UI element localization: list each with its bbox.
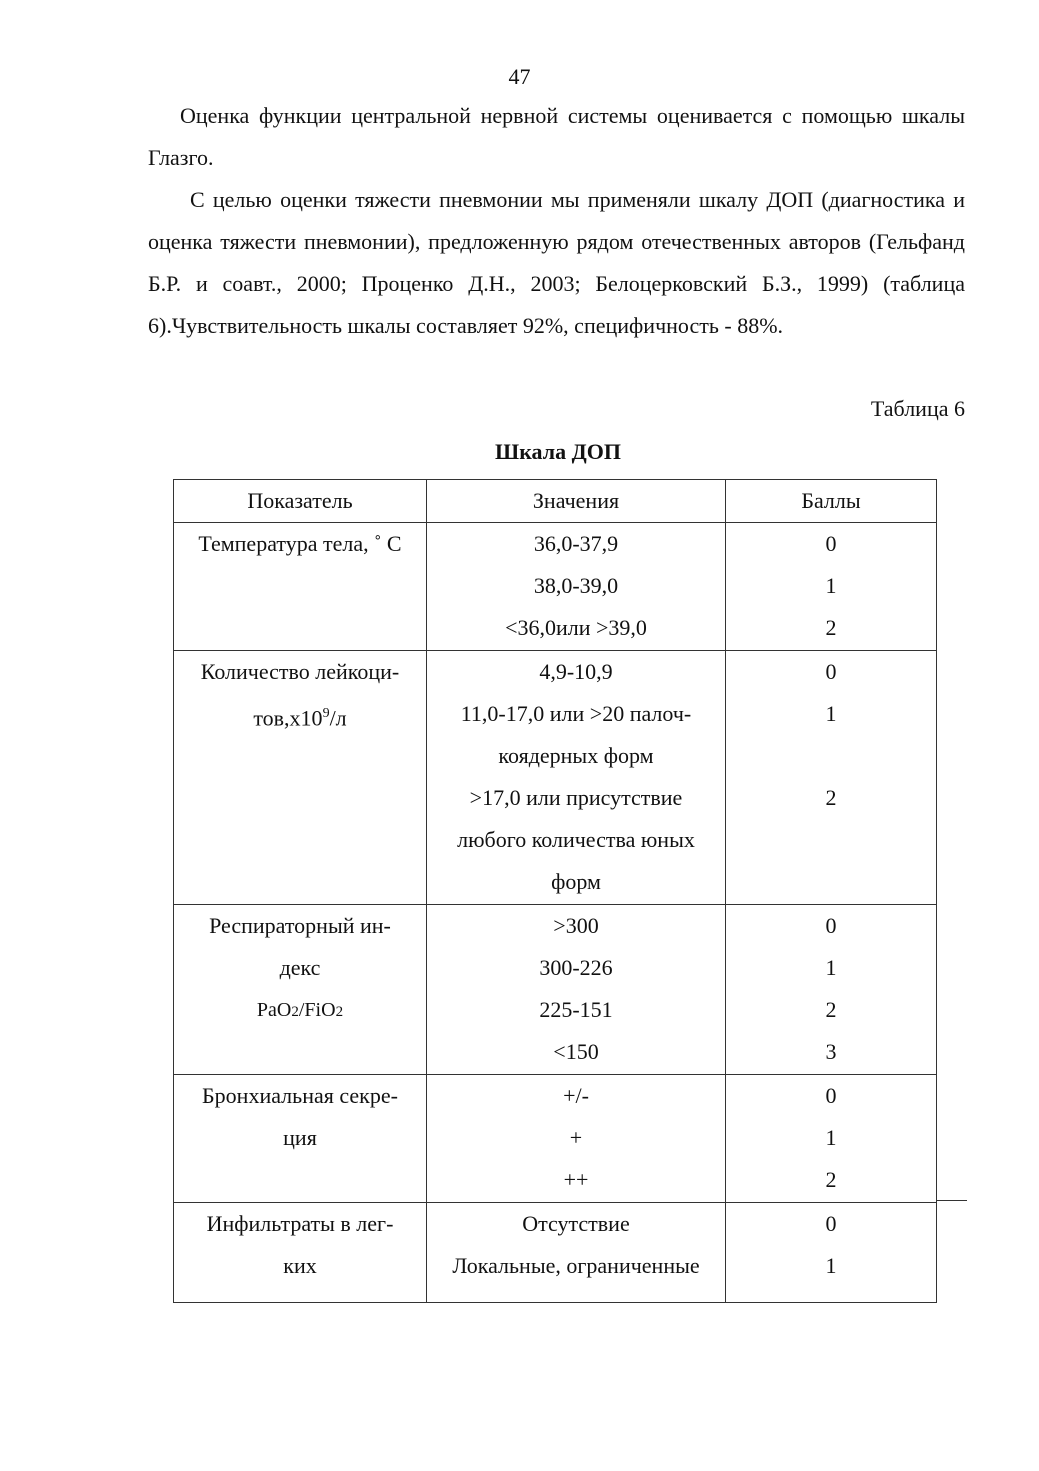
score-line: 1 <box>825 1125 837 1150</box>
paragraph-text: Оценка функции центральной нервной системы оценивается с помощью шкалы Глазго. <box>148 103 965 170</box>
value-line: +/- <box>563 1083 589 1108</box>
indicator-line: ких <box>283 1253 317 1278</box>
header-scores: Баллы <box>726 480 937 523</box>
indicator-cell <box>174 651 427 905</box>
score-line: 2 <box>825 785 837 810</box>
subscript: 2 <box>291 1004 299 1020</box>
table-row <box>174 1075 937 1203</box>
value-line: <150 <box>553 1039 599 1064</box>
value-line: ++ <box>563 1167 589 1192</box>
value-line: + <box>569 1125 583 1150</box>
indicator-line: декс <box>279 955 321 980</box>
indicator-text: /л <box>329 705 347 731</box>
score-line: 1 <box>825 573 837 598</box>
indicator-cell <box>174 1203 427 1303</box>
indicator-text: /FiO <box>298 999 336 1021</box>
score-line: 2 <box>825 997 837 1022</box>
indicator-text: PaO <box>256 999 292 1021</box>
value-line: 300-226 <box>539 955 613 980</box>
table-row <box>174 1203 937 1303</box>
value-line: форм <box>551 869 601 894</box>
table-border-stub <box>937 1200 967 1201</box>
score-line: 1 <box>825 1253 837 1278</box>
paragraph-dop-scale <box>148 179 965 347</box>
value-line: <36,0или >39,0 <box>505 615 647 640</box>
table-row <box>174 523 937 651</box>
table-row <box>174 905 937 1075</box>
score-line: 0 <box>825 531 837 556</box>
table-label: Таблица 6 <box>870 396 965 421</box>
value-line: Локальные, ограниченные <box>452 1253 700 1278</box>
values-cell <box>427 523 726 651</box>
indicator-cell <box>174 1075 427 1203</box>
scores-cell <box>726 1075 937 1203</box>
header-values: Значения <box>427 480 726 523</box>
scores-cell <box>726 1203 937 1303</box>
indicator-line: Температура тела, ˚ С <box>198 531 402 556</box>
indicator-line <box>180 693 420 739</box>
score-line: 0 <box>825 659 837 684</box>
value-line: коядерных форм <box>498 743 654 768</box>
indicator-line: Количество лейкоци- <box>200 659 400 684</box>
values-cell <box>427 905 726 1075</box>
score-line: 0 <box>825 1211 837 1236</box>
page-number: 47 <box>508 64 531 89</box>
subscript: 2 <box>335 1004 344 1020</box>
score-line: 2 <box>825 615 837 640</box>
paragraph-glasgow <box>148 95 965 179</box>
score-line: 3 <box>825 1039 837 1064</box>
value-line: 36,0-37,9 <box>533 531 619 556</box>
superscript: 9 <box>322 706 330 721</box>
value-line: 38,0-39,0 <box>533 573 619 598</box>
value-line: любого количества юных <box>457 827 695 852</box>
value-line: 225-151 <box>539 997 613 1022</box>
indicator-cell <box>174 523 427 651</box>
score-line: 1 <box>825 955 837 980</box>
table-title: Шкала ДОП <box>495 439 621 464</box>
scores-cell <box>726 905 937 1075</box>
indicator-line: Респираторный ин- <box>209 913 391 938</box>
indicator-line <box>180 989 420 1033</box>
values-cell <box>427 1075 726 1203</box>
indicator-line: ция <box>283 1125 317 1150</box>
score-line: 0 <box>825 1083 837 1108</box>
paragraph-text: С целью оценки тяжести пневмонии мы применяли шкалу ДОП (диагностика и оценка тяжести пневмонии), предложенную рядом отечественных авторов (Гельфанд Б.Р. и соавт., 2000; Проценко Д.Н., 2003; Белоцерковский Б.З., 1999) (таблица 6).Чувствительность шкалы составляет 92%, специфичность - 88%. <box>148 187 965 338</box>
dop-scale-table <box>173 479 937 1303</box>
scores-cell <box>726 651 937 905</box>
values-cell <box>427 651 726 905</box>
value-line: 11,0-17,0 или >20 палоч- <box>460 701 692 726</box>
value-line: 4,9-10,9 <box>539 659 613 684</box>
value-line: >17,0 или присутствие <box>469 785 683 810</box>
indicator-text: тов,х10 <box>253 705 323 731</box>
scores-cell <box>726 523 937 651</box>
indicator-line: Бронхиальная секре- <box>202 1083 398 1108</box>
value-line: Отсутствие <box>522 1211 630 1236</box>
value-line: >300 <box>553 913 599 938</box>
table-row <box>174 651 937 905</box>
header-indicator: Показатель <box>174 480 427 523</box>
score-line: 0 <box>825 913 837 938</box>
score-line <box>732 735 930 777</box>
score-line: 1 <box>825 701 837 726</box>
indicator-cell <box>174 905 427 1075</box>
values-cell <box>427 1203 726 1303</box>
indicator-line: Инфильтраты в лег- <box>206 1211 394 1236</box>
table-header-row <box>174 480 937 523</box>
score-line: 2 <box>825 1167 837 1192</box>
